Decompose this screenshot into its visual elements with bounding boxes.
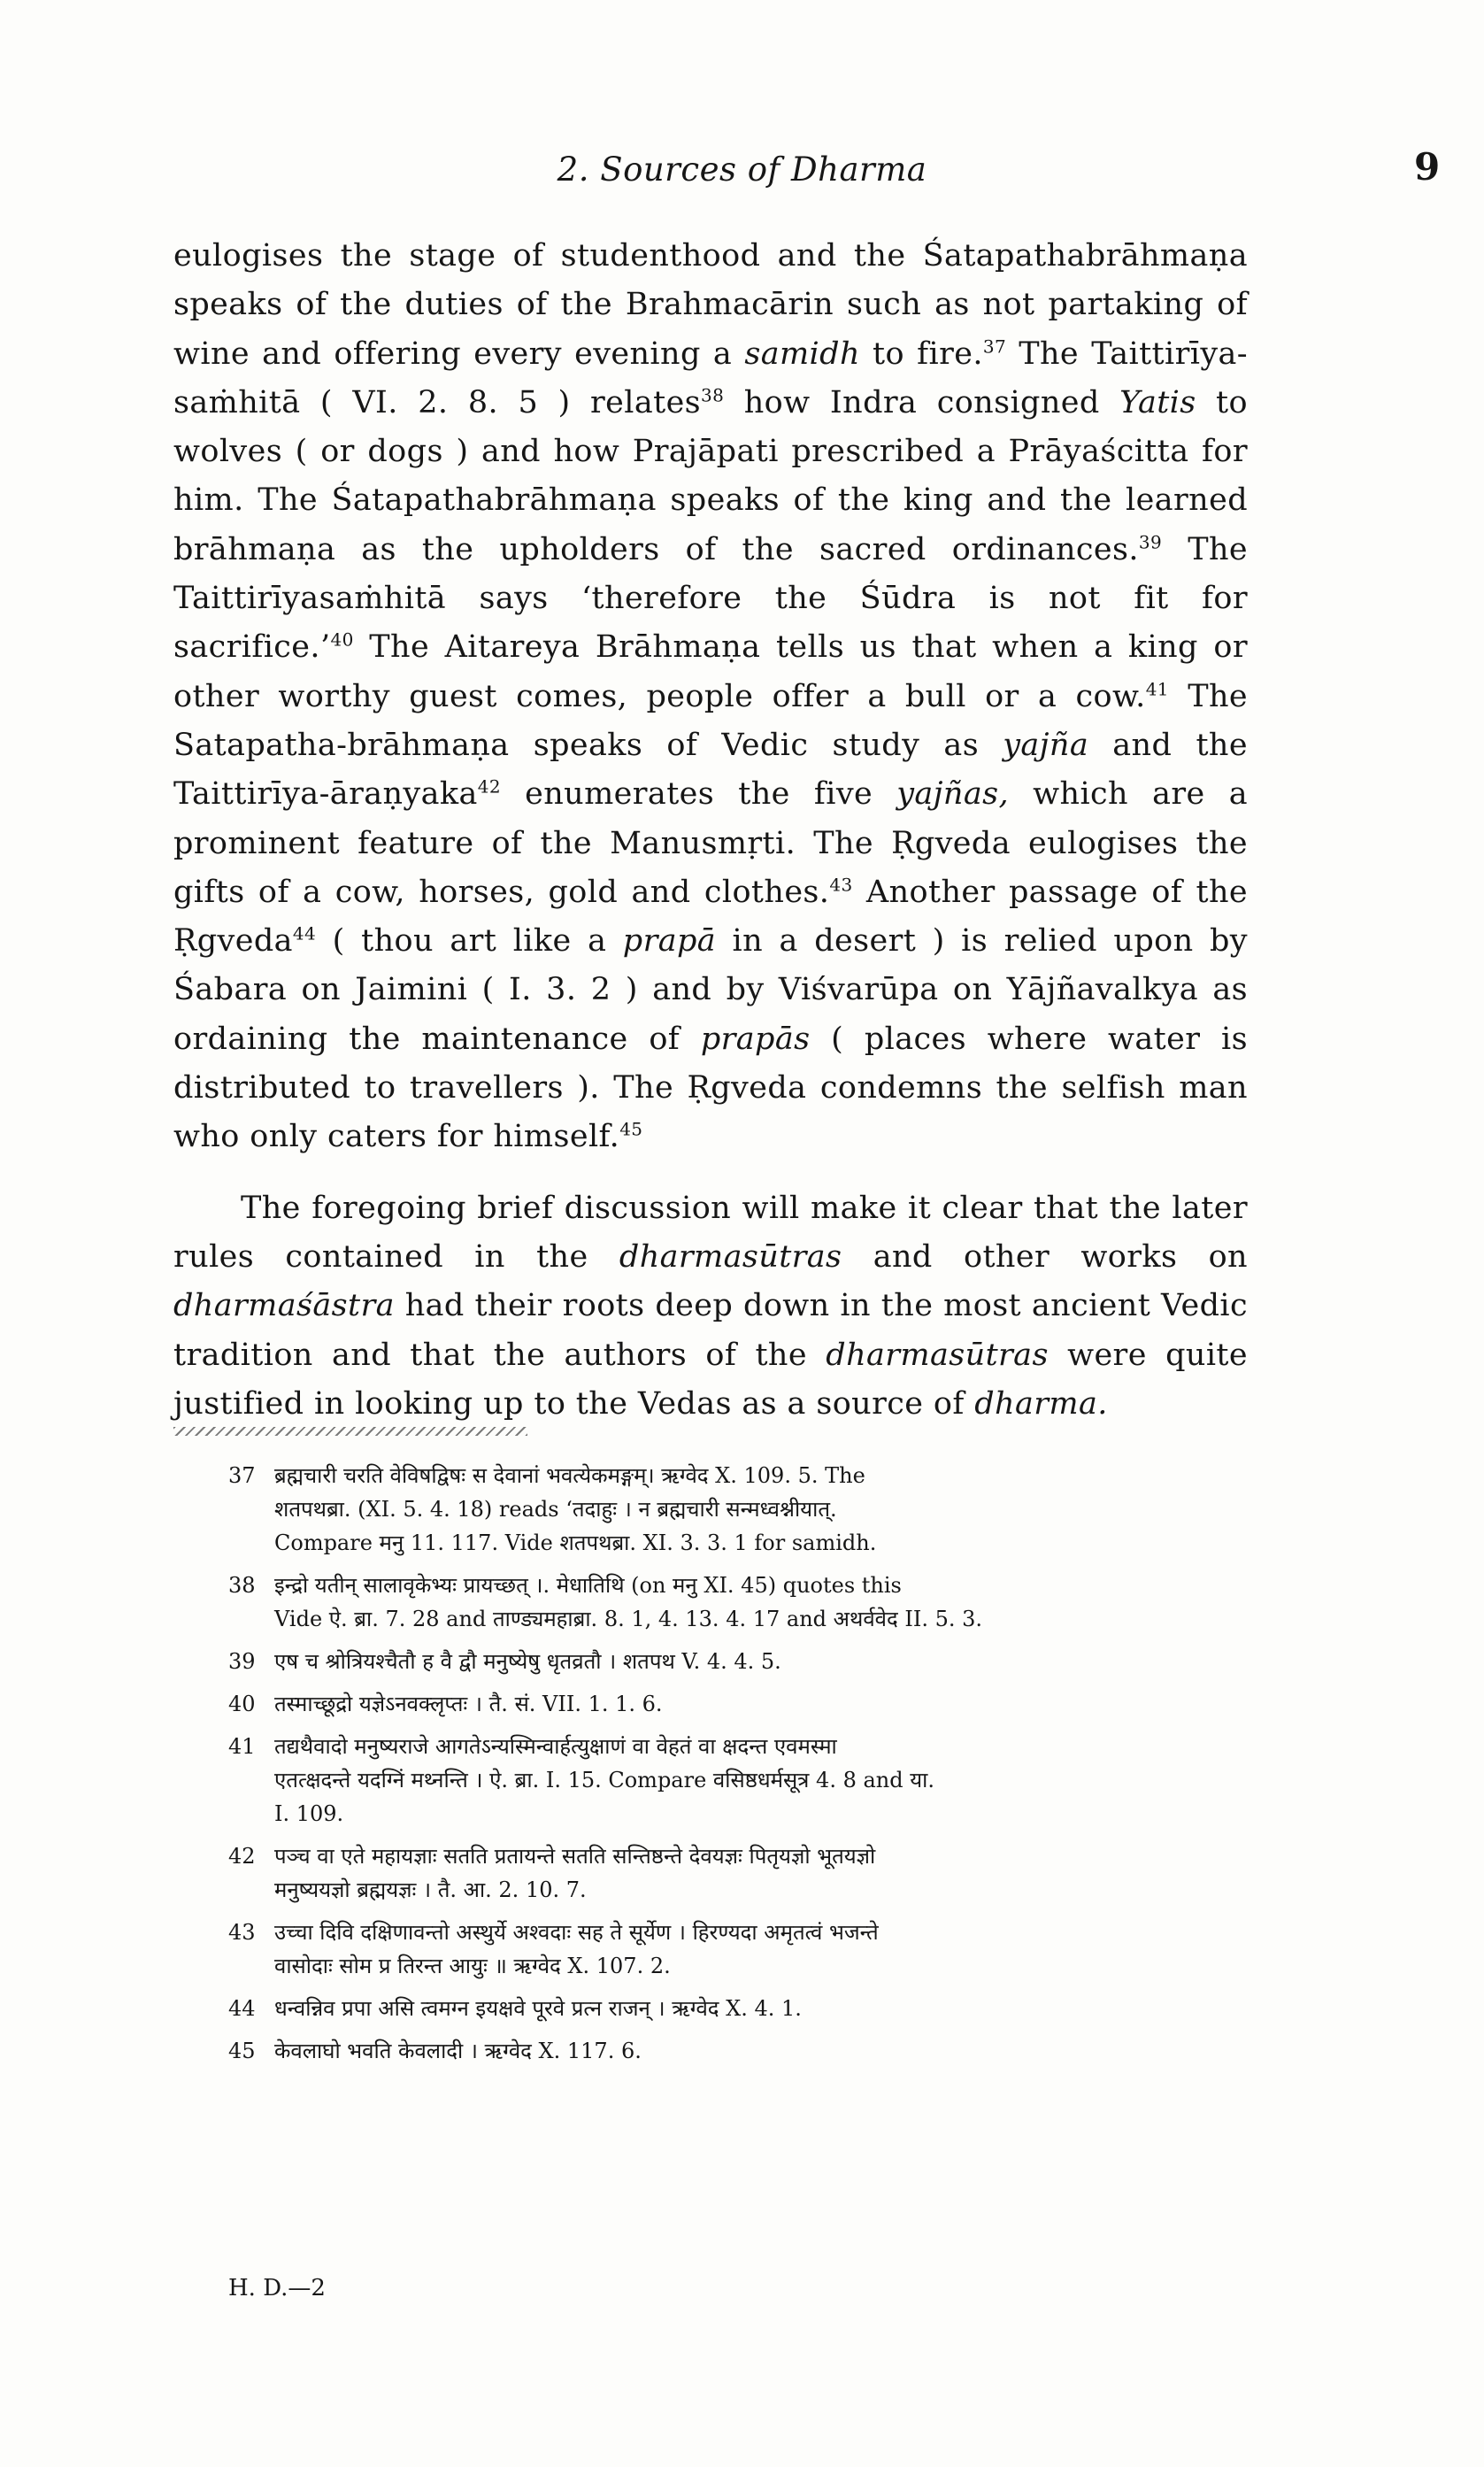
page-header — [0, 145, 1484, 204]
footnote-ref: 45 — [619, 1118, 643, 1140]
footnote-ref: 42 — [477, 775, 501, 798]
footnote: 42 पञ्च वा एते महायज्ञाः सतति प्रतायन्ते सतति सन्तिष्ठन्ते देवयज्ञः पितृयज्ञो भूतयज्ञो मनुष्ययज्ञो ब्रह्मयज्ञः । तै. आ. 2. 10. 7. — [228, 1844, 876, 1902]
footnote-ref: 43 — [829, 874, 853, 896]
footnote-ref: 39 — [1138, 531, 1163, 553]
footnote: 39 एष च श्रोत्रियश्चैतौ ह वै द्वौ मनुष्येषु धृतव्रतौ । शतपथ V. 4. 4. 5. — [228, 1649, 781, 1674]
body-text — [173, 232, 1248, 1429]
footnote: 40 तस्माच्छूद्रो यज्ञेऽनवक्लृप्तः । तै. सं. VII. 1. 1. 6. — [228, 1692, 663, 1716]
footnote: 38 इन्द्रो यतीन् सालावृकेभ्यः प्रायच्छत् ।. मेधातिथि (on मनु XI. 45) quotes this Vide ऐ. ब्रा. 7. 28 and ताण्ड्यमहाब्रा. 8. 1, 4. 13. 4. 17 and अथर्ववेद II. 5. 3. — [228, 1573, 983, 1631]
footnote-ref: 40 — [330, 628, 354, 651]
footnote: 37 ब्रह्मचारी चरति वेविषद्विषः स देवानां भवत्येकमङ्गम्। ऋग्वेद X. 109. 5. The शतपथब्रा. (XI. 5. 4. 18) reads ‘तदाहुः । न ब्रह्मचारी सन्मध्वश्नीयात्. Compare मनु 11. 117. Vide शतपथब्रा. XI. 3. 3. 1 for samidh. — [228, 1463, 877, 1555]
footnote-divider — [173, 1427, 527, 1436]
footnote: 43 उच्चा दिवि दक्षिणावन्तो अस्थुर्ये अश्वदाः सह ते सूर्येण । हिरण्यदा अमृतत्वं भजन्ते वासोदाः सोम प्र तिरन्त आयुः ॥ ऋग्वेद X. 107. 2. — [228, 1920, 879, 1978]
page-number: 9 — [1414, 145, 1441, 189]
footnotes — [228, 1459, 1255, 2077]
footnote: 44 धन्वन्निव प्रपा असि त्वमग्न इयक्षवे पूरवे प्रत्न राजन् । ऋग्वेद X. 4. 1. — [228, 1996, 802, 2021]
footnote: 45 केवलाघो भवति केवलादी । ऋग्वेद X. 117. 6. — [228, 2039, 642, 2063]
footnote-ref: 41 — [1145, 678, 1169, 700]
footnote-ref: 38 — [701, 384, 725, 406]
paragraph-2: The foregoing brief discussion will make it clear that the later rules contained in the dharmasūtras and other works on dharmaśāstra had their roots deep down in the most ancient Vedic tradition and that the authors of the dharmasūtras were quite justified in looking up to the Vedas as a source of dharma. — [173, 1190, 1249, 1422]
footnote: 41 तद्यथैवादो मनुष्यराजे आगतेऽन्यस्मिन्वार्हत्युक्षाणं वा वेहतं वा क्षदन्त एवमस्मा एतत्क्षदन्ते यदग्निं मथ्नन्ति । ऐ. ब्रा. I. 15. Compare वसिष्ठधर्मसूत्र 4. 8 and या. I. 109. — [228, 1734, 935, 1826]
signature-mark: H. D.—2 — [228, 2275, 326, 2301]
footnote-ref: 37 — [982, 335, 1007, 357]
running-title: 2. Sources of Dharma — [557, 150, 927, 189]
footnote-ref: 44 — [292, 922, 317, 944]
paragraph-1: eulogises the stage of studenthood and the Śatapathabrāhmaṇa speaks of the duties of the Brahmacārin such as not partaking of wine and offering every evening a samidh to fire.$^{37}$ The Taittirīya-saṁhitā ( VI. 2. 8. 5 ) relates$^{38}$ how Indra consigned Yatis to wolves ( or dogs ) and how Prajāpati prescribed a Prāyaścitta for him. The Śatapathabrāhmaṇa speaks of the king and the learned brāhmaṇa as the upholders of the sacred ordinances.$^{39}$ The Taittirīyasaṁhitā says ‘therefore the Śūdra is not fit for sacrifice.’$^{40}$ The Aitareya Brāhmaṇa tells us that when a king or other worthy guest comes, people offer a bull or a cow.$^{41}$ The Satapatha-brāhmaṇa speaks of Vedic study as yajña and the Taittirīya-āraṇyaka$^{42}$ enumerates the five yajñas, which are a prominent feature of the Manusmṛti. The Ṛgveda eulogises the gifts of a cow, horses, gold and clothes.$^{43}$ Another passage of the Ṛgveda$^{44}$ ( thou art like a prapā in a desert ) is relied upon by Śabara on Jaimini ( I. 3. 2 ) and by Viśvarūpa on Yājñavalkya as ordaining the maintenance of prapās ( places where water is distributed to travellers ). The Ṛgveda condemns the selfish man who only caters for himself.$^{45}$ — [173, 238, 1249, 1155]
